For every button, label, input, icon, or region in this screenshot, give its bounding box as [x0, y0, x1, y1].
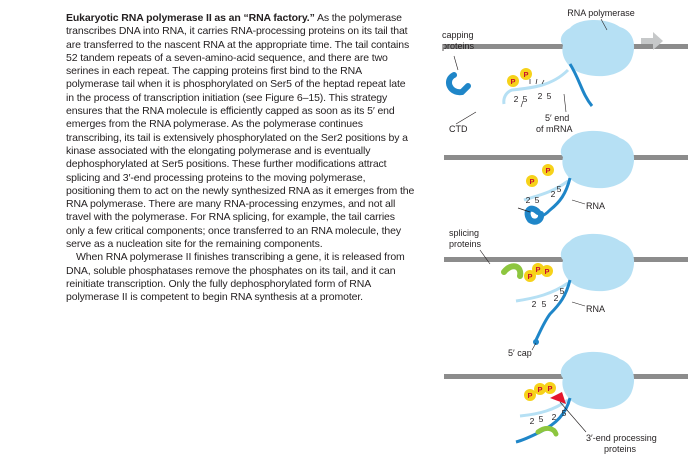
rna-factory-figure	[420, 0, 688, 469]
panel-2	[444, 131, 688, 222]
ser5-label: 5	[556, 184, 562, 194]
capping-protein	[449, 75, 468, 92]
five-prime-cap-dot	[533, 339, 539, 345]
ser5-label: 5	[534, 195, 540, 205]
capping-pointer	[454, 56, 458, 70]
mrna-strand	[536, 280, 570, 340]
rna-label: RNA	[586, 201, 606, 211]
ser5-label: 5	[546, 91, 552, 101]
splicing-protein	[504, 266, 520, 276]
phosphate-label: P	[523, 70, 529, 79]
five-prime-pointer	[564, 94, 566, 112]
ser5-label: 5	[559, 286, 565, 296]
caption-paragraph-1	[66, 12, 416, 251]
ser2-label: 2	[529, 416, 535, 426]
three-prime-processing-label: 3′-end processing	[586, 433, 657, 443]
splicing-protein	[538, 428, 556, 434]
ser2-label: 2	[531, 299, 537, 309]
phosphate-label: P	[510, 77, 516, 86]
ser5-label: 5	[561, 408, 567, 418]
ctd-label: CTD	[449, 124, 468, 134]
ser2-label: 2	[537, 91, 543, 101]
rna-polymerase-shape	[561, 131, 634, 188]
caption-paragraph-2: When RNA polymerase II finishes transcribing a gene, it is released from DNA, soluble phosphatases remove the phosphates on its tail, and it can reinitiate transcription. Only the fully dephosphorylated form of RNA polymerase II is competent to begin RNA synthesis at a promoter.	[66, 251, 405, 304]
rna-pointer	[572, 200, 585, 204]
phosphate-label: P	[547, 384, 553, 393]
ser2-label: 2	[525, 195, 531, 205]
capping-proteins-label: capping	[442, 30, 474, 40]
capping-proteins-label-2: proteins	[442, 41, 475, 51]
rna-label-2: RNA	[586, 304, 606, 314]
phosphate-label: P	[545, 166, 551, 175]
rna-polymerase-shape	[561, 352, 634, 409]
ctd-pointer	[456, 112, 476, 124]
splicing-proteins-label: splicing	[449, 228, 480, 238]
figure-caption	[66, 12, 416, 305]
ser2-label: 2	[553, 293, 559, 303]
phosphate-label: P	[544, 267, 550, 276]
phosphate-label: P	[529, 177, 535, 186]
five-prime-cap-label: 5′ cap	[508, 348, 532, 358]
splicing-proteins-label-2: proteins	[449, 239, 482, 249]
panel-4	[444, 352, 688, 442]
rna-polymerase-shape	[561, 234, 634, 291]
ser5-label: 5	[538, 414, 544, 424]
three-prime-processing-protein	[550, 392, 566, 404]
caption-body: As the polymerase transcribes DNA into RNA, it carries RNA-processing proteins on its tail that are transferred to the nascent RNA at the appropriate time. The tail contains 52 tandem repeats of a seven-amino-acid sequence, and there are two serines in each repeat. The capping proteins first bind to the RNA polymerase tail when it is phosphorylated on Ser5 of the heptad repeat late in the process of transcription initiation (see Figure 6–15). This strategy ensures that the RNA molecule is efficiently capped as soon as its 5′ end emerges from the RNA polymerase. As the polymerase continues transcribing, its tail is extensively phosphorylated on the Ser2 positions by a kinase associated with the elongating polymerase and is eventually dephosphorylated at Ser5 positions. These further modifications attract splicing and 3′-end processing proteins to the moving polymerase, positioning them to act on the newly synthesized RNA as it emerges from the RNA polymerase. There are many RNA-processing enzymes, and not all travel with the polymerase. For RNA splicing, for example, the tail carries only a few critical components; once transferred to an RNA molecule, they serve as a nucleation site for the remaining components.	[66, 12, 415, 251]
ser5-label: 5	[541, 299, 547, 309]
figure-svg	[420, 0, 688, 469]
capped-five-prime-end	[528, 209, 542, 222]
ser2-label: 2	[513, 94, 519, 104]
ser2-label: 2	[550, 189, 556, 199]
phosphate-label: P	[527, 391, 533, 400]
panel-1	[444, 20, 688, 124]
five-prime-end-label-2: of mRNA	[536, 124, 573, 134]
phosphate-label: P	[527, 272, 533, 281]
rna-pointer	[572, 302, 585, 306]
rna-polymerase-label: RNA polymerase	[567, 8, 635, 18]
ser2-label: 2	[551, 412, 557, 422]
caption-title: Eukaryotic RNA polymerase II as an “RNA factory.”	[66, 12, 315, 24]
phosphate-label: P	[537, 385, 543, 394]
ser5-label: 5	[522, 94, 528, 104]
five-prime-end-label: 5′ end	[545, 113, 570, 123]
panel-3	[444, 234, 688, 350]
phosphate-label: P	[535, 265, 541, 274]
three-prime-processing-label-2: proteins	[604, 444, 637, 454]
